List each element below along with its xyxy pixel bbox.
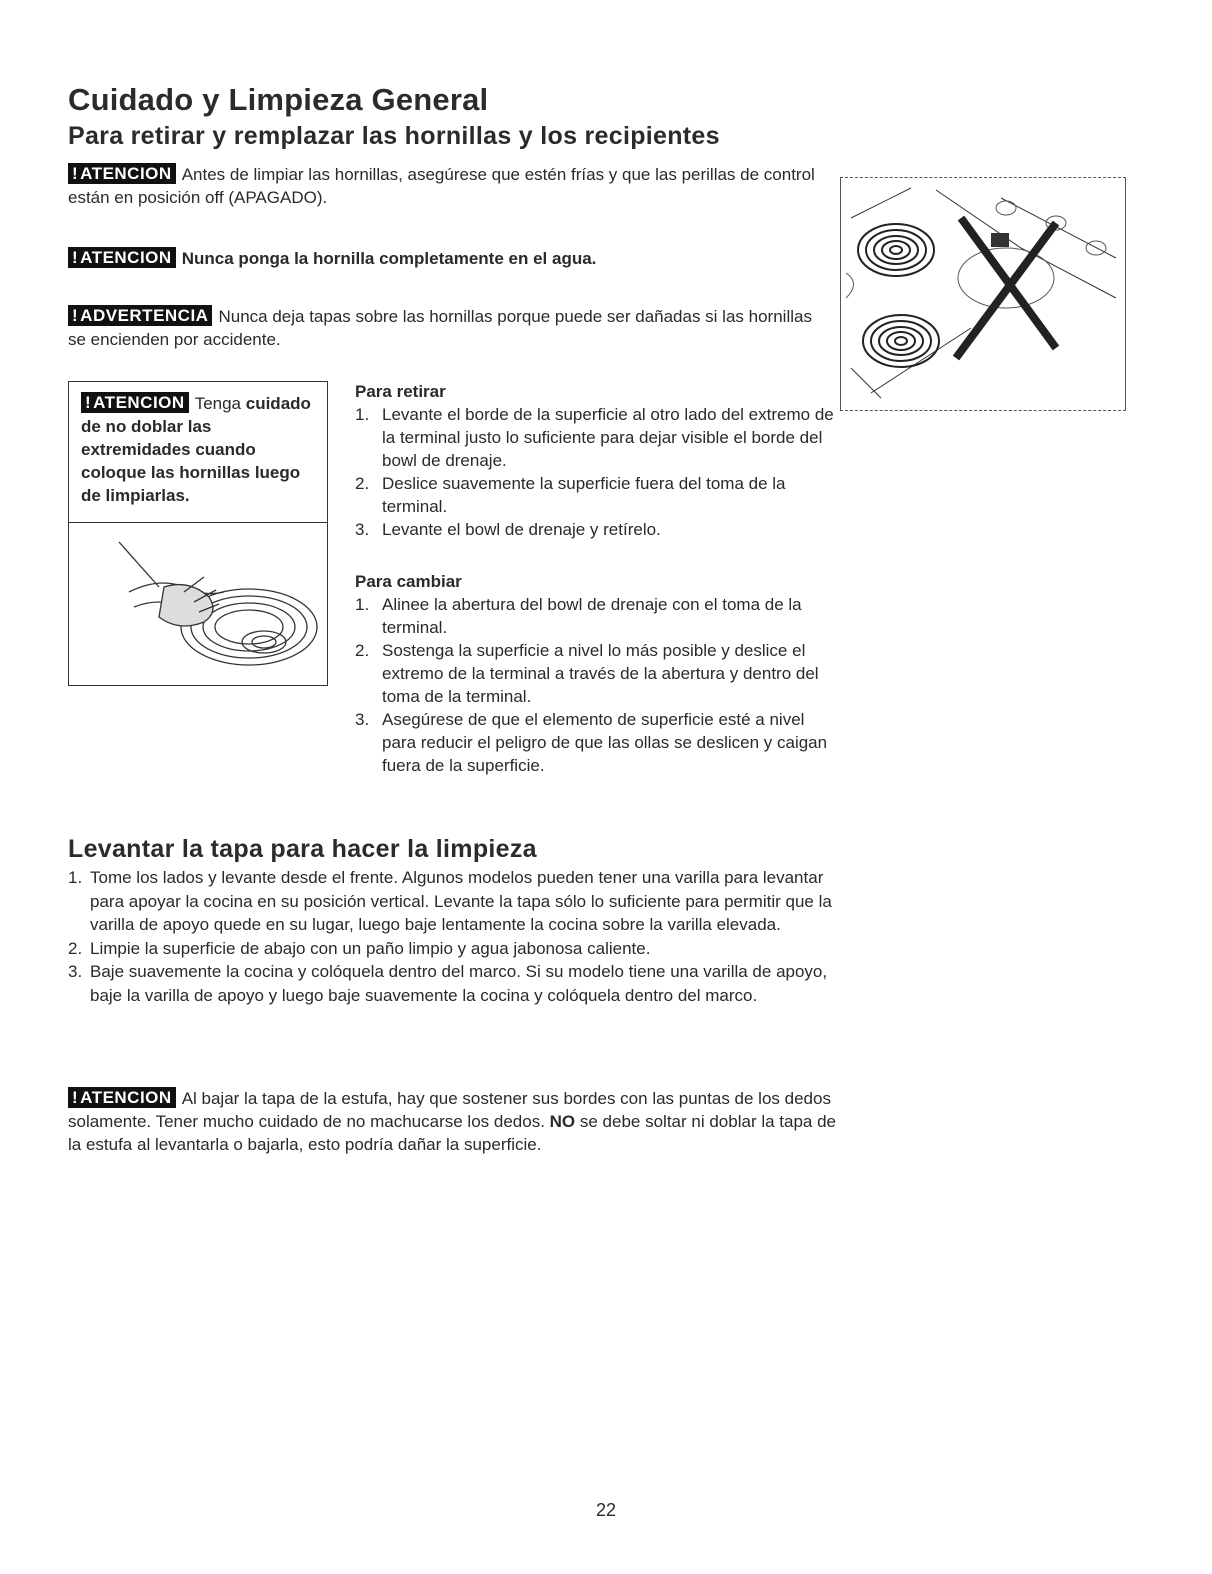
page-title: Cuidado y Limpieza General [68,82,489,117]
caution-box-text: ! ATENCION Tenga cuidado de no doblar las extremidades cuando coloque las hornillas luego de limpiarlas. [81,393,311,505]
warning-triangle-icon: ! [85,393,92,412]
section-subtitle: Para retirar y remplazar las hornillas y los recipientes [68,122,720,150]
warning-triangle-icon: ! [72,164,79,183]
caution-box [68,381,328,686]
warning-no-covers: ! ADVERTENCIA Nunca deja tapas sobre las hornillas porque puede ser dañadas si las hornillas se encienden por accidente. [68,306,812,349]
replace-steps [355,571,835,777]
list-item: 2. Limpie la superficie de abajo con un paño limpio y agua jabonosa caliente. [68,938,651,958]
atencion-badge: ! ATENCION [68,1087,176,1108]
remove-steps [355,381,835,541]
caution-box-divider [69,522,327,523]
list-item: 1. Tome los lados y levante desde el frente. Algunos modelos pueden tener una varilla para levantar para apoyar la cocina en su posición vertical. Levante la tapa sólo lo suficiente para permitir que la varilla de apoyo quede en su lugar, luego baje lentamente la cocina sobre la varilla elevada. [68,868,832,934]
list-item: 3. Baje suavemente la cocina y colóquela dentro del marco. Si su modelo tiene una varilla de apoyo, baje la varilla de apoyo y luego baje suavemente la cocina y colóquela dentro del marco. [68,962,828,1005]
warning-triangle-icon: ! [72,248,79,267]
list-item: 3. Asegúrese de que el elemento de superficie esté a nivel para reducir el peligro de que las ollas se deslicen y caigan fuera de la superficie. [355,710,828,775]
advertencia-badge: ! ADVERTENCIA [68,305,212,326]
warning-triangle-icon: ! [72,306,79,325]
atencion-badge: ! ATENCION [68,163,176,184]
list-item: 3. Levante el bowl de drenaje y retírelo. [355,520,661,539]
atencion-badge: ! ATENCION [68,247,176,268]
lift-lid-steps [68,866,843,1007]
cooktop-illustration [840,177,1126,411]
list-item: 2. Deslice suavemente la superficie fuera del toma de la terminal. [355,474,786,516]
list-item: 1. Levante el borde de la superficie al otro lado del extremo de la terminal justo lo suficiente para dejar visible el borde del bowl de drenaje. [355,405,834,470]
warning-cool-burners: ! ATENCION Antes de limpiar las hornillas, asegúrese que estén frías y que las perillas de control están en posición off (APAGADO). [68,164,815,207]
warning-lid-fingers: ! ATENCION Al bajar la tapa de la estufa, hay que sostener sus bordes con las puntas de los dedos solamente. Tener mucho cuidado de no machucarse los dedos. NO se debe soltar ni doblar la tapa de la estufa al levantarla o bajarla, esto podría dañar la superficie. [68,1088,836,1154]
page-number: 22 [595,1500,617,1520]
remove-heading: Para retirar [355,382,446,401]
warning-triangle-icon: ! [72,1088,79,1107]
atencion-badge: ! ATENCION [81,392,189,413]
list-item: 2. Sostenga la superficie a nivel lo más posible y deslice el extremo de la terminal a través de la abertura y dentro del toma de la terminal. [355,641,819,706]
warning-no-water: ! ATENCION Nunca ponga la hornilla completamente en el agua. [68,247,828,270]
replace-heading: Para cambiar [355,572,462,591]
section2-title: Levantar la tapa para hacer la limpieza [68,835,537,863]
cooktop-no-covers-icon [841,178,1125,410]
list-item: 1. Alinee la abertura del bowl de drenaje con el toma de la terminal. [355,595,802,637]
hand-placing-burner-icon [99,532,329,672]
